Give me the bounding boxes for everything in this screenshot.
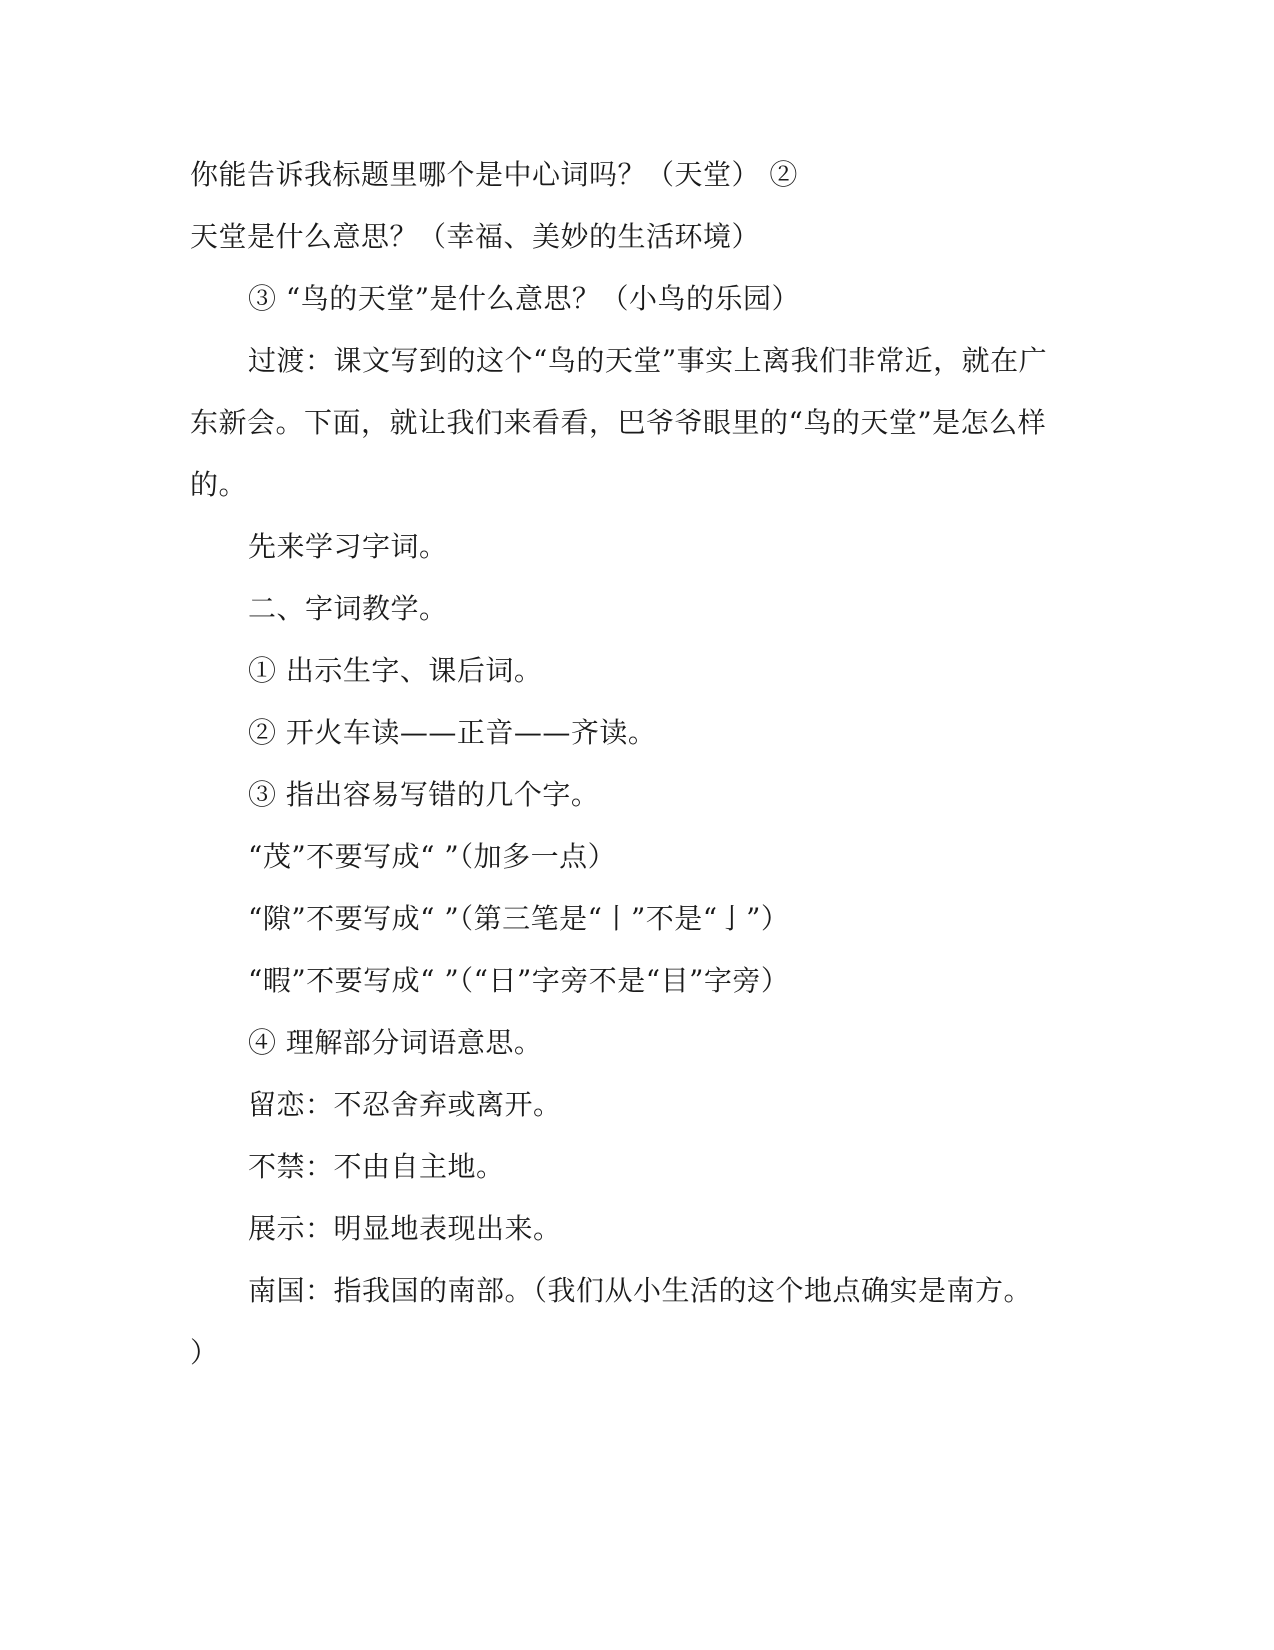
text-line-18: 展示：明显地表现出来。 (248, 1212, 562, 1245)
text-line-6: 的。 (190, 468, 248, 501)
text-line-10: ② 开火车读——正音——齐读。 (248, 716, 657, 749)
text-line-19: 南国：指我国的南部。（我们从小生活的这个地点确实是南方。 (248, 1274, 1033, 1307)
text-line-5: 东新会。下面，就让我们来看看，巴爷爷眼里的“鸟的天堂”是怎么样 (190, 406, 1047, 439)
text-line-16: 留恋：不忍舍弃或离开。 (248, 1088, 562, 1121)
text-line-8: 二、字词教学。 (248, 592, 448, 625)
text-line-3: ③ “鸟的天堂”是什么意思？（小鸟的乐园） (248, 282, 801, 315)
text-line-2: 天堂是什么意思？（幸福、美妙的生活环境） (190, 220, 761, 253)
text-line-9: ① 出示生字、课后词。 (248, 654, 543, 687)
text-line-7: 先来学习字词。 (248, 530, 448, 563)
text-line-11: ③ 指出容易写错的几个字。 (248, 778, 600, 811)
text-line-20: ） (190, 1336, 219, 1369)
text-line-12: “茂”不要写成“ ”（加多一点） (248, 840, 617, 873)
text-line-4: 过渡：课文写到的这个“鸟的天堂”事实上离我们非常近，就在广 (248, 344, 1048, 377)
text-line-1: 你能告诉我标题里哪个是中心词吗？（天堂） ② (190, 158, 798, 191)
text-line-13: “隙”不要写成“ ”（第三笔是“丨”不是“亅”） (248, 902, 790, 935)
text-line-15: ④ 理解部分词语意思。 (248, 1026, 543, 1059)
text-line-17: 不禁：不由自主地。 (248, 1150, 505, 1183)
text-line-14: “暇”不要写成“ ”（“日”字旁不是“目”字旁） (248, 964, 790, 997)
